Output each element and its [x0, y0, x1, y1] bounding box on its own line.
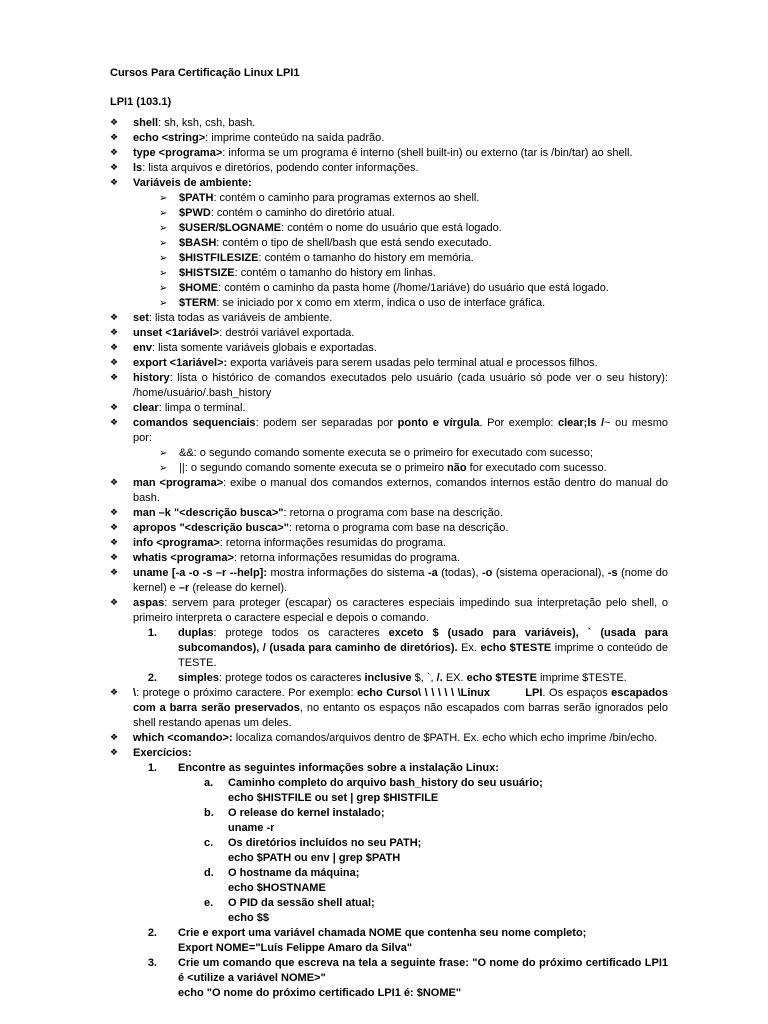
sub-list-item: ➢ &&: o segundo comando somente executa se o primeiro for executado com sucesso;: [159, 446, 668, 461]
exercise-answer: Export NOME="Luís Felippe Amaro da Silva": [178, 942, 413, 954]
list-item: ❖ echo <string>: imprime conteúdo na saída padrão.: [110, 131, 668, 146]
aspas-list: [133, 626, 668, 686]
document-title: Cursos Para Certificação Linux LPI1: [110, 67, 300, 79]
document-subtitle: LPI1 (103.1): [110, 96, 172, 108]
exercise-item: 2. Crie e export uma variável chamada NOME que contenha seu nome completo; Export NOME="Luís Felippe Amaro da Silva": [133, 926, 668, 956]
list-item-backslash: ❖ \: protege o próximo caractere. Por exemplo: echo Curso\ \ \ \ \ \ \Linux LPI. Os espaços escapados com a barra serão preservados, no entanto os espaços não escapados com barras serão ignorados pelo shell restando apenas um deles.: [110, 686, 668, 731]
list-item: ❖ whatis <programa>: retorna informações resumidas do programa.: [110, 551, 668, 566]
list-item: ❖ shell: sh, ksh, csh, bash.: [110, 116, 668, 131]
list-item-aspas: ❖ aspas: servem para proteger (escapar) os caracteres especiais impedindo sua interpretação pelo shell, o primeiro interpreta o caractere especial e depois o comando. 1. duplas: protege todos os caracteres exceto $ (usado para variáveis), ` (usada para subcomandos), / (usada para caminho de diretórios). Ex. echo $TESTE imprime o conteúdo de TESTE. 2. simples: protege todos os caracteres inclusive $, `, /. EX. echo $TESTE imprime $TESTE.: [110, 596, 668, 686]
exercise-answer: echo $$: [228, 912, 269, 924]
list-item-exercises: ❖ Exercícios: 1. Encontre as seguintes informações sobre a instalação Linux: a. Caminho completo do arquivo bash_history do seu usuário; echo $HISTFILE ou set | grep $HISTFILE b. O release do kernel instalado; uname -r c. Os diretórios incluídos no seu PATH; echo $PATH ou env | grep $PATH d. O hostname da máquina; echo $HOSTNAME e. O PID da sessão shell atual; echo $$ 2. Crie e export uma variável chamada NOME que contenha seu nome completo; Export NOME="Luís Felippe Amaro da Silva" 3. Crie um comando que escreva na tela a seguinte frase: "O nome do próximo certificado LPI1 é <utilize a variável NOME>" echo "O nome do próximo certificado LPI1 é: $NOME": [110, 746, 668, 1001]
exercise-sub-item: e. O PID da sessão shell atual; echo $$: [204, 896, 668, 926]
list-item: ❖ man <programa>: exibe o manual dos comandos externos, comandos internos estão dentro do manual do bash.: [110, 476, 668, 506]
list-item: ❖ type <programa>: informa se um programa é interno (shell built-in) ou externo (tar is /bin/tar) ao shell.: [110, 146, 668, 161]
list-item: ❖ ls: lista arquivos e diretórios, podendo conter informações.: [110, 161, 668, 176]
exercise-sub-item: c. Os diretórios incluídos no seu PATH; echo $PATH ou env | grep $PATH: [204, 836, 668, 866]
exercise-sub-list: [204, 776, 668, 926]
list-item: ❖ clear: limpa o terminal.: [110, 401, 668, 416]
list-item: ❖ apropos "<descrição busca>": retorna o programa com base na descrição.: [110, 521, 668, 536]
list-item: ❖ env: lista somente variáveis globais e exportadas.: [110, 341, 668, 356]
list-item: ❖ history: lista o histórico de comandos executados pelo usuário (cada usuário só pode ver o seu history): /home/usuário/.bash_history: [110, 371, 668, 401]
sub-list-item: ➢ $PWD: contém o caminho do diretório atual.: [159, 206, 668, 221]
sub-list-item: ➢ ||: o segundo comando somente executa se o primeiro não for executado com sucesso.: [159, 461, 668, 476]
list-item: ❖ info <programa>: retorna informações resumidas do programa.: [110, 536, 668, 551]
sub-list-item: ➢ $PATH: contém o caminho para programas externos ao shell.: [159, 191, 668, 206]
numbered-item: 1. duplas: protege todos os caracteres exceto $ (usado para variáveis), ` (usada para subcomandos), / (usada para caminho de diretórios). Ex. echo $TESTE imprime o conteúdo de TESTE.: [147, 627, 669, 669]
topic-list: [110, 116, 668, 1001]
sequential-list: [159, 446, 668, 476]
sub-list-item: ➢ $HOME: contém o caminho da pasta home (/home/1ariáve) do usuário que está logado.: [159, 281, 668, 296]
exercise-answer: echo $HISTFILE ou set | grep $HISTFILE: [228, 792, 439, 804]
list-item: ❖ man –k "<descrição busca>": retorna o programa com base na descrição.: [110, 506, 668, 521]
list-item: ❖ unset <1ariável>: destrói variável exportada.: [110, 326, 668, 341]
list-item-sequential: ❖ comandos sequenciais: podem ser separadas por ponto e vírgula. Por exemplo: clear;ls /~ ou mesmo por: ➢ &&: o segundo comando somente executa se o primeiro for executado com sucesso; ➢ ||: o segundo comando somente executa se o primeiro não for executado com sucesso.: [110, 416, 668, 476]
exercise-list: [133, 761, 668, 1001]
exercise-answer: echo $PATH ou env | grep $PATH: [228, 852, 401, 864]
sub-list-item: ➢ $BASH: contém o tipo de shell/bash que está sendo executado.: [159, 236, 668, 251]
list-item-uname: ❖ uname [-a -o -s –r --help]: mostra informações do sistema -a (todas), -o (sistema operacional), -s (nome do kernel) e –r (release do kernel).: [110, 566, 668, 596]
list-item: ❖ which <comando>: localiza comandos/arquivos dentro de $PATH. Ex. echo which echo imprime /bin/echo.: [110, 731, 668, 746]
exercise-sub-item: a. Caminho completo do arquivo bash_history do seu usuário; echo $HISTFILE ou set | grep $HISTFILE: [204, 776, 668, 806]
sub-list-item: ➢ $HISTFILESIZE: contém o tamanho do history em memória.: [159, 251, 668, 266]
numbered-item: 2. simples: protege todos os caracteres inclusive $, `, /. EX. echo $TESTE imprime $TESTE.: [147, 672, 627, 684]
env-var-list: [159, 191, 668, 311]
sub-list-item: ➢ $TERM: se iniciado por x como em xterm, indica o uso de interface gráfica.: [159, 296, 668, 311]
exercise-answer: echo $HOSTNAME: [228, 882, 326, 894]
sub-list-item: ➢ $USER/$LOGNAME: contém o nome do usuário que está logado.: [159, 221, 668, 236]
sub-list-item: ➢ $HISTSIZE: contém o tamanho do history em linhas.: [159, 266, 668, 281]
exercise-answer: echo "O nome do próximo certificado LPI1 é: $NOME": [178, 987, 462, 999]
exercise-sub-item: d. O hostname da máquina; echo $HOSTNAME: [204, 866, 668, 896]
list-item: ❖ set: lista todas as variáveis de ambiente.: [110, 311, 668, 326]
list-item: ❖ export <1ariável>: exporta variáveis para serem usadas pelo terminal atual e processos filhos.: [110, 356, 668, 371]
list-item-env-vars: ❖ Variáveis de ambiente: ➢ $PATH: contém o caminho para programas externos ao shell. ➢ $PWD: contém o caminho do diretório atual. ➢ $USER/$LOGNAME: contém o nome do usuário que está logado. ➢ $BASH: contém o tipo de shell/bash que está sendo executado. ➢ $HISTFILESIZE: contém o tamanho do history em memória. ➢ $HISTSIZE: contém o tamanho do history em linhas. ➢ $HOME: contém o caminho da pasta home (/home/1ariáve) do usuário que está logado. ➢ $TERM: se iniciado por x como em xterm, indica o uso de interface gráfica.: [110, 176, 668, 311]
exercise-answer: uname -r: [228, 822, 275, 834]
exercise-sub-item: b. O release do kernel instalado; uname -r: [204, 806, 668, 836]
exercise-item: 1. Encontre as seguintes informações sobre a instalação Linux: a. Caminho completo do arquivo bash_history do seu usuário; echo $HISTFILE ou set | grep $HISTFILE b. O release do kernel instalado; uname -r c. Os diretórios incluídos no seu PATH; echo $PATH ou env | grep $PATH d. O hostname da máquina; echo $HOSTNAME e. O PID da sessão shell atual; echo $$: [133, 761, 668, 926]
exercise-item: 3. Crie um comando que escreva na tela a seguinte frase: "O nome do próximo certificado LPI1 é <utilize a variável NOME>" echo "O nome do próximo certificado LPI1 é: $NOME": [147, 957, 668, 999]
